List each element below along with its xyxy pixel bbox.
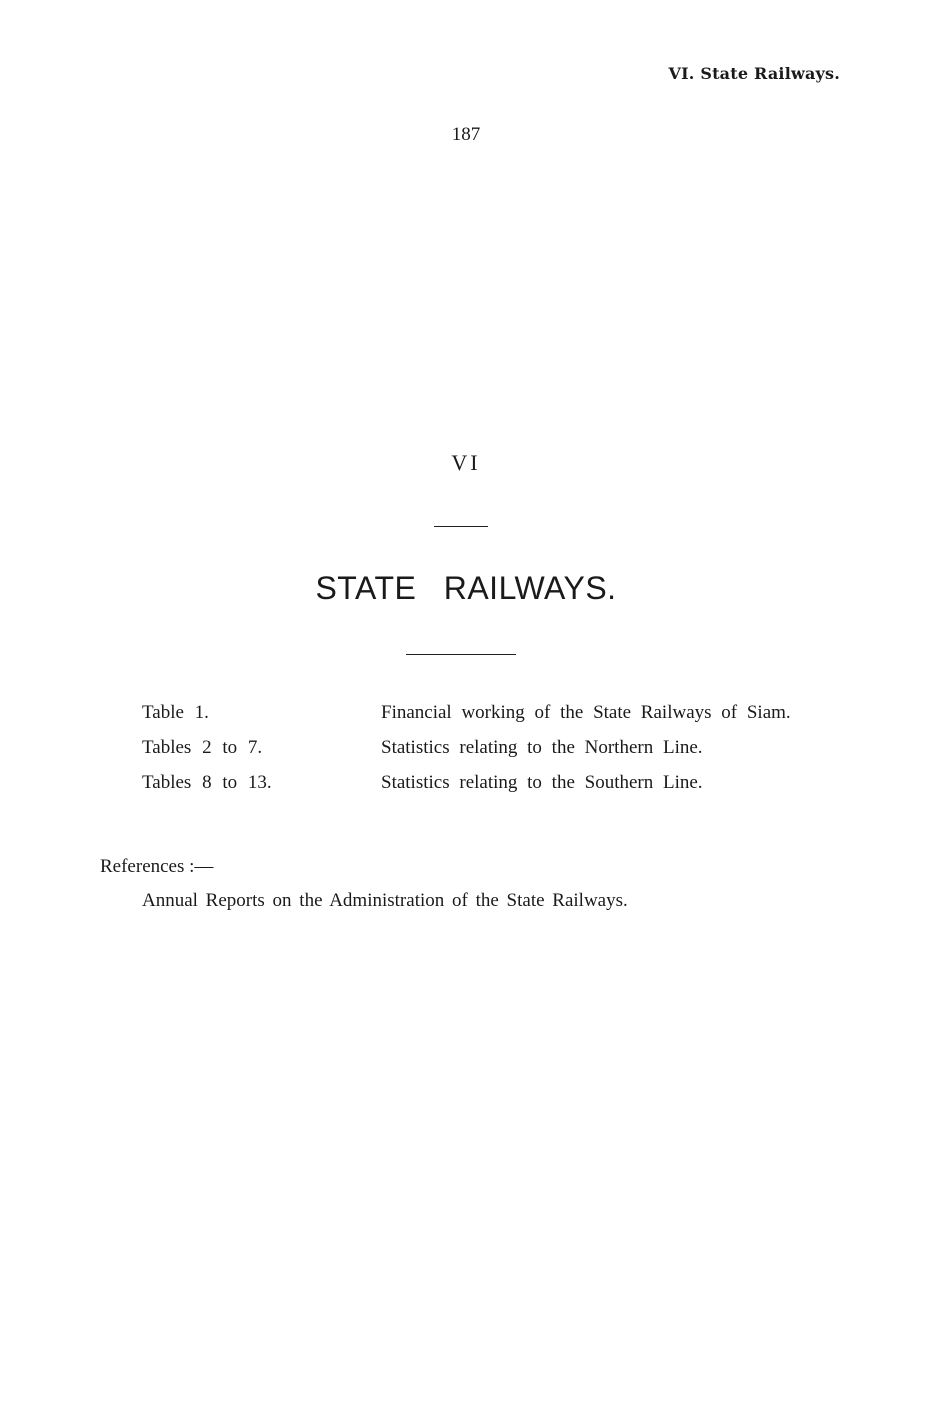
- references-heading: References :—: [100, 856, 214, 877]
- contents-row: [142, 702, 862, 737]
- divider-rule-long: [406, 654, 516, 655]
- running-head: VI. State Railways.: [668, 64, 840, 83]
- contents-row: [142, 772, 862, 807]
- references-item: Annual Reports on the Administration of the State Railways.: [142, 890, 628, 911]
- page-number: 187: [451, 124, 481, 145]
- contents-label: Tables 2 to 7.: [142, 737, 263, 758]
- part-numeral: VI: [451, 450, 481, 475]
- contents-row: [142, 737, 862, 772]
- contents-description: Financial working of the State Railways of Siam.: [381, 702, 791, 723]
- contents-description: Statistics relating to the Northern Line.: [381, 737, 703, 758]
- contents-label: Tables 8 to 13.: [142, 772, 272, 793]
- contents-label: Table 1.: [142, 702, 209, 723]
- contents-description: Statistics relating to the Southern Line.: [381, 772, 703, 793]
- divider-rule-short: [434, 526, 488, 527]
- section-title: STATE RAILWAYS.: [315, 570, 617, 606]
- contents-list: [142, 702, 862, 807]
